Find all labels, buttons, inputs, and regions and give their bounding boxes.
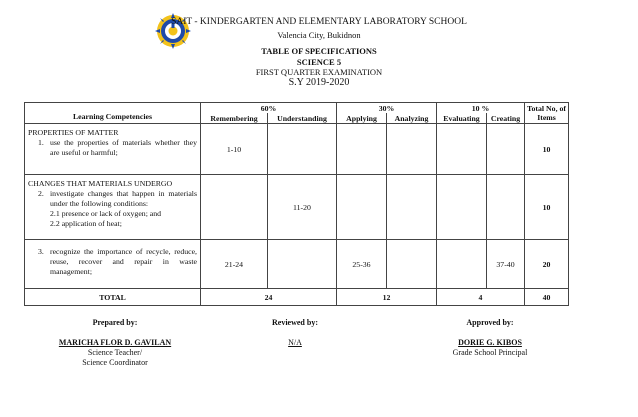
cell-evaluating	[437, 240, 487, 289]
exam-title: FIRST QUARTER EXAMINATION	[255, 67, 383, 77]
level-analyzing: Analyzing	[387, 113, 437, 124]
competency-cell	[25, 124, 201, 175]
reviewed-by-label: Reviewed by:	[272, 318, 318, 327]
topic-heading: CHANGES THAT MATERIALS UNDERGO	[28, 179, 173, 188]
item-number: 2.	[38, 189, 44, 198]
pct-60: 60%	[201, 103, 337, 114]
cell-remembering	[201, 175, 268, 240]
cell-applying: 25-36	[337, 240, 387, 289]
table-of-specifications	[24, 102, 569, 306]
prepared-by-title2: Science Coordinator	[82, 358, 148, 367]
row-total: 10	[525, 175, 569, 240]
grand-total: 40	[525, 289, 569, 306]
cell-understanding: 11-20	[268, 175, 337, 240]
cell-creating	[487, 175, 525, 240]
cell-evaluating	[437, 175, 487, 240]
table-row	[25, 240, 569, 289]
subject-title: SCIENCE 5	[296, 57, 342, 67]
level-evaluating: Evaluating	[437, 113, 487, 124]
prepared-by-label: Prepared by:	[92, 318, 138, 327]
cell-understanding	[268, 124, 337, 175]
competency-text: use the properties of materials whether they are useful or harmful;	[50, 138, 197, 157]
cell-creating: 37-40	[487, 240, 525, 289]
total-apply-analyze: 12	[337, 289, 437, 306]
school-year: S.Y 2019-2020	[288, 77, 350, 88]
cell-understanding	[268, 240, 337, 289]
competency-cell	[25, 175, 201, 240]
sub-competency: 2.2 application of heat;	[50, 219, 122, 228]
competency-cell	[25, 240, 201, 289]
reviewed-by-block	[245, 318, 345, 348]
cell-remembering: 21-24	[201, 240, 268, 289]
level-creating: Creating	[487, 113, 525, 124]
total-row	[25, 289, 569, 306]
approved-by-title: Grade School Principal	[452, 348, 528, 357]
header-row-percent	[25, 103, 569, 114]
row-total: 20	[525, 240, 569, 289]
col-learning-competencies: Learning Competencies	[25, 103, 201, 124]
total-label: TOTAL	[25, 289, 201, 306]
cell-applying	[337, 124, 387, 175]
approved-by-name: DORIE G. KIBOS	[458, 338, 522, 347]
document-title: TABLE OF SPECIFICATIONS	[261, 46, 377, 56]
prepared-by-title: Science Teacher/	[87, 348, 143, 357]
cell-evaluating	[437, 124, 487, 175]
school-location: Valencia City, Bukidnon	[277, 30, 361, 40]
competency-text: recognize the importance of recycle, reduce, reuse, recover and repair in waste management;	[50, 247, 197, 276]
pct-30: 30%	[337, 103, 437, 114]
school-name: SAIT - KINDERGARTEN AND ELEMENTARY LABORATORY SCHOOL	[171, 17, 467, 27]
item-number: 3.	[38, 247, 44, 256]
col-total-items: Total No, of Items	[525, 103, 569, 124]
level-understanding: Understanding	[268, 113, 337, 124]
table-row	[25, 124, 569, 175]
cell-analyzing	[387, 175, 437, 240]
approved-by-block	[430, 318, 550, 358]
document-header	[0, 0, 638, 100]
approved-by-label: Approved by:	[466, 318, 514, 327]
cell-analyzing	[387, 124, 437, 175]
cell-creating	[487, 124, 525, 175]
cell-analyzing	[387, 240, 437, 289]
item-number: 1.	[38, 138, 44, 147]
cell-remembering: 1-10	[201, 124, 268, 175]
prepared-by-block	[40, 318, 190, 368]
row-total: 10	[525, 124, 569, 175]
total-evaluate-create: 4	[437, 289, 525, 306]
cell-applying	[337, 175, 387, 240]
level-remembering: Remembering	[201, 113, 268, 124]
level-applying: Applying	[337, 113, 387, 124]
topic-heading: PROPERTIES OF MATTER	[28, 128, 119, 137]
pct-10: 10 %	[437, 103, 525, 114]
total-remember-understand: 24	[201, 289, 337, 306]
prepared-by-name: MARICHA FLOR D. GAVILAN	[58, 338, 172, 347]
competency-text: investigate changes that happen in materials under the following conditions:	[50, 189, 197, 208]
table-row	[25, 175, 569, 240]
reviewed-by-name: N/A	[288, 338, 302, 347]
sub-competency: 2.1 presence or lack of oxygen; and	[50, 209, 162, 218]
